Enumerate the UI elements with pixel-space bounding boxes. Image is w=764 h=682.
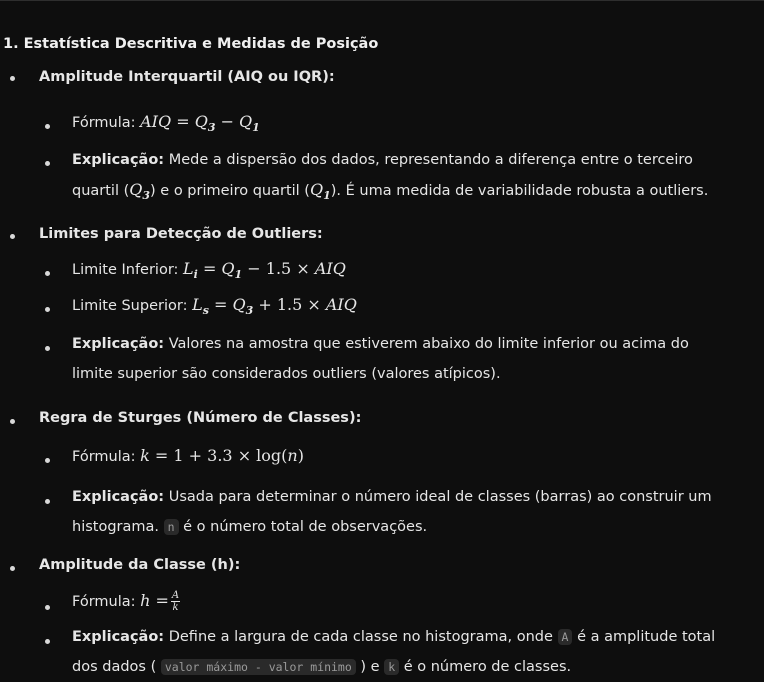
bullet: [45, 499, 50, 504]
item-title-sturges: Regra de Sturges (Número de Classes):: [39, 410, 362, 426]
inline-code-a: A: [558, 629, 573, 645]
amplitude-formula: Fórmula: h = $\frac{A}{k}$: [72, 590, 180, 613]
sturges-explanation: Explicação: Usada para determinar o número ideal de classes (barras) ao construir um histograma. n é o número total de observações.: [72, 489, 712, 535]
bullet: [45, 307, 50, 312]
bullet: [10, 234, 15, 239]
top-divider: [0, 0, 764, 1]
bullet: [10, 419, 15, 424]
limit-inferior: Limite Inferior: $L_i = Q_1 - 1.5$ × AIQ: [72, 259, 346, 282]
aiq-formula-math: AIQ = $Q_3 - Q_1$: [140, 112, 260, 135]
bullet: [45, 458, 50, 463]
bullet: [45, 346, 50, 351]
item-title-aiq: Amplitude Interquartil (AIQ ou IQR):: [39, 69, 335, 85]
bullet: [45, 271, 50, 276]
item-title-amplitude: Amplitude da Classe (h):: [39, 557, 241, 573]
bullet: [45, 124, 50, 129]
inline-code-range: valor máximo - valor mínimo: [161, 659, 356, 675]
bullet: [45, 605, 50, 610]
amplitude-explanation: Explicação: Define a largura de cada classe no histograma, onde A é a amplitude total dos dados ( valor máximo - valor mínimo ) e k é o número de classes.: [72, 629, 716, 675]
bullet: [10, 76, 15, 81]
bullet: [45, 639, 50, 644]
section-title: 1. Estatística Descritiva e Medidas de Posição: [3, 36, 379, 52]
limit-superior: Limite Superior: $L_s = Q_3 + 1.5$ × AIQ: [72, 295, 357, 318]
aiq-formula: Fórmula: AIQ = $Q_3 - Q_1$: [72, 112, 260, 135]
inline-code-n: n: [164, 519, 179, 535]
item-title-outliers: Limites para Detecção de Outliers:: [39, 226, 323, 242]
aiq-explanation: Explicação: Mede a dispersão dos dados, representando a diferença entre o terceiro quartil $(Q_3)$ e o primeiro quartil $(Q_1)$. É uma medida de variabilidade robusta a outliers.: [72, 152, 709, 203]
inline-code-k: k: [384, 659, 399, 675]
bullet: [10, 566, 15, 571]
sturges-formula: Fórmula: k = 1 + 3.3 × log(n): [72, 446, 304, 465]
bullet: [45, 161, 50, 166]
outliers-explanation: Explicação: Valores na amostra que estiverem abaixo do limite inferior ou acima do limite superior são considerados outliers (valores atípicos).: [72, 336, 689, 382]
